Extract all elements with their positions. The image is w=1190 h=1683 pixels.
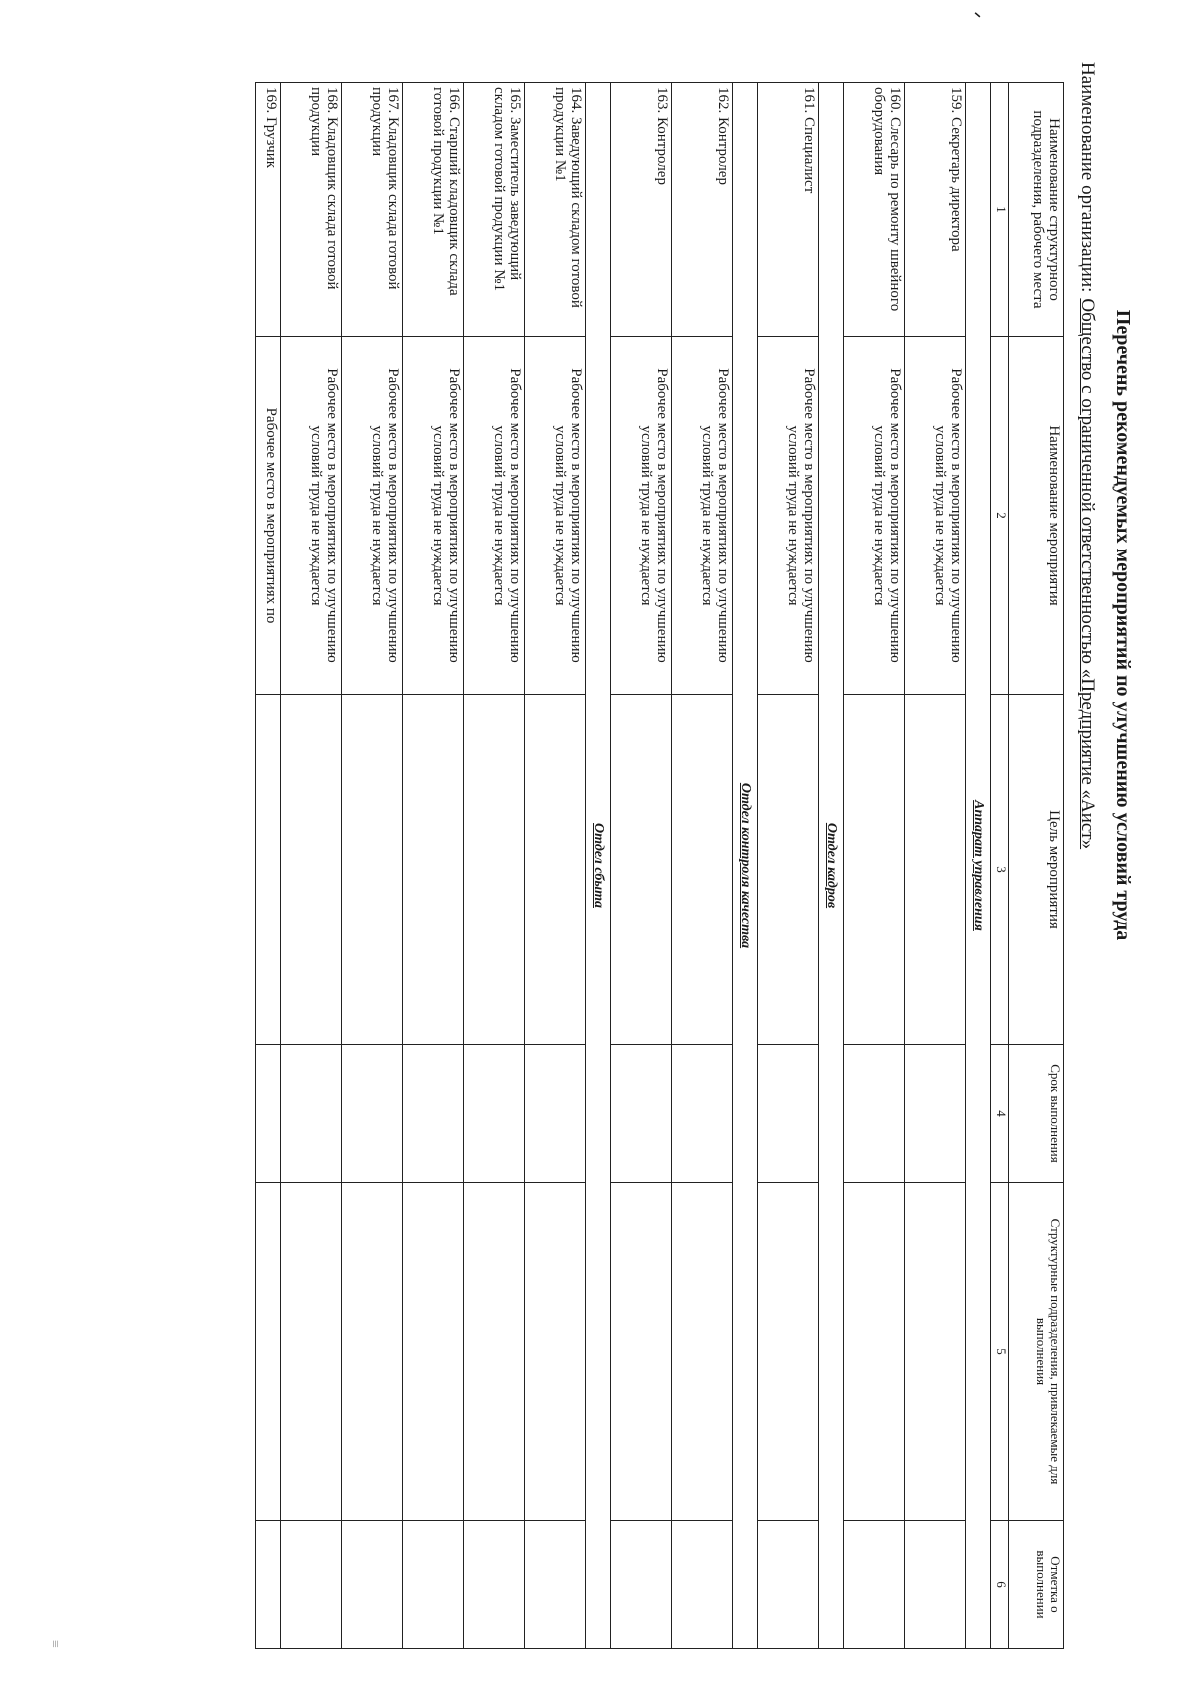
- goal-cell: [905, 695, 966, 1045]
- measures-table: [255, 82, 1064, 1649]
- organization-label: Наименование организации:: [1077, 62, 1098, 293]
- goal-cell: [525, 695, 586, 1045]
- workplace-cell: 167. Кладовщик склада готовой продукции: [342, 83, 403, 337]
- goal-cell: [611, 695, 672, 1045]
- goal-cell: [844, 695, 905, 1045]
- measure-cell: Рабочее место в мероприятиях по улучшению условий труда не нуждается: [464, 337, 525, 695]
- deadline-cell: [281, 1045, 342, 1183]
- column-number: 3: [991, 695, 1009, 1045]
- measure-cell: Рабочее место в мероприятиях по улучшению условий труда не нуждается: [342, 337, 403, 695]
- page-mark: ≡: [47, 1640, 62, 1648]
- header-workplace: Наименование структурного подразделения, рабочего места: [1009, 83, 1064, 337]
- done-mark-cell: [758, 1521, 819, 1649]
- table-row: [672, 83, 733, 1649]
- done-mark-cell: [525, 1521, 586, 1649]
- document-title: Перечень рекомендуемых мероприятий по улучшению условий труда: [1112, 309, 1134, 941]
- measure-cell: Рабочее место в мероприятиях по улучшению условий труда не нуждается: [281, 337, 342, 695]
- measure-cell: Рабочее место в мероприятиях по улучшению условий труда не нуждается: [611, 337, 672, 695]
- table-row: [281, 83, 342, 1649]
- departments-cell: [844, 1183, 905, 1521]
- workplace-cell: 169. Грузчик: [256, 83, 281, 337]
- workplace-cell: 161. Специалист: [758, 83, 819, 337]
- section-title: Аппарат управления: [966, 83, 991, 1649]
- done-mark-cell: [342, 1521, 403, 1649]
- departments-cell: [672, 1183, 733, 1521]
- done-mark-cell: [464, 1521, 525, 1649]
- done-mark-cell: [611, 1521, 672, 1649]
- table-row: [256, 83, 281, 1649]
- section-title: Отдел контроля качества: [733, 83, 758, 1649]
- measure-cell: Рабочее место в мероприятиях по улучшению условий труда не нуждается: [758, 337, 819, 695]
- header-departments: Структурные подразделения, привлекаемые для выполнения: [1009, 1183, 1064, 1521]
- table-row: [844, 83, 905, 1649]
- deadline-cell: [611, 1045, 672, 1183]
- deadline-cell: [758, 1045, 819, 1183]
- table-row: [342, 83, 403, 1649]
- table-row: [758, 83, 819, 1649]
- departments-cell: [403, 1183, 464, 1521]
- done-mark-cell: [905, 1521, 966, 1649]
- organization-name: Общество с ограниченной ответственностью «Предприятие «Аист»: [1077, 298, 1098, 850]
- departments-cell: [758, 1183, 819, 1521]
- deadline-cell: [905, 1045, 966, 1183]
- table-body: [256, 83, 991, 1649]
- measure-cell: Рабочее место в мероприятиях по улучшению условий труда не нуждается: [905, 337, 966, 695]
- table-row: [403, 83, 464, 1649]
- deadline-cell: [403, 1045, 464, 1183]
- done-mark-cell: [844, 1521, 905, 1649]
- departments-cell: [464, 1183, 525, 1521]
- goal-cell: [464, 695, 525, 1045]
- departments-cell: [611, 1183, 672, 1521]
- corner-tick: ᐟ: [966, 12, 981, 18]
- column-number: 6: [991, 1521, 1009, 1649]
- done-mark-cell: [672, 1521, 733, 1649]
- workplace-cell: 160. Слесарь по ремонту швейного оборудования: [844, 83, 905, 337]
- table-row: [905, 83, 966, 1649]
- measure-cell: Рабочее место в мероприятиях по улучшению условий труда не нуждается: [403, 337, 464, 695]
- measure-cell: Рабочее место в мероприятиях по улучшению условий труда не нуждается: [672, 337, 733, 695]
- done-mark-cell: [256, 1521, 281, 1649]
- table-row: [525, 83, 586, 1649]
- section-title: Отдел сбыта: [586, 83, 611, 1649]
- goal-cell: [281, 695, 342, 1045]
- measure-cell: Рабочее место в мероприятиях по улучшению условий труда не нуждается: [844, 337, 905, 695]
- section-row: [819, 83, 844, 1649]
- column-number: 4: [991, 1045, 1009, 1183]
- deadline-cell: [844, 1045, 905, 1183]
- header-done-mark: Отметка о выполнении: [1009, 1521, 1064, 1649]
- deadline-cell: [672, 1045, 733, 1183]
- section-row: [586, 83, 611, 1649]
- workplace-cell: 159. Секретарь директора: [905, 83, 966, 337]
- workplace-cell: 168. Кладовщик склада готовой продукции: [281, 83, 342, 337]
- goal-cell: [342, 695, 403, 1045]
- column-number: 2: [991, 337, 1009, 695]
- departments-cell: [342, 1183, 403, 1521]
- deadline-cell: [342, 1045, 403, 1183]
- departments-cell: [525, 1183, 586, 1521]
- column-number: 1: [991, 83, 1009, 337]
- workplace-cell: 165. Заместитель заведующий складом готовой продукции №1: [464, 83, 525, 337]
- goal-cell: [256, 695, 281, 1045]
- departments-cell: [281, 1183, 342, 1521]
- measure-cell: Рабочее место в мероприятиях по улучшению условий труда не нуждается: [525, 337, 586, 695]
- organization-line: [1076, 62, 1098, 849]
- workplace-cell: 164. Заведующий складом готовой продукции №1: [525, 83, 586, 337]
- goal-cell: [672, 695, 733, 1045]
- section-row: [733, 83, 758, 1649]
- departments-cell: [905, 1183, 966, 1521]
- section-row: [966, 83, 991, 1649]
- header-deadline: Срок выполнения: [1009, 1045, 1064, 1183]
- table-row: [464, 83, 525, 1649]
- done-mark-cell: [281, 1521, 342, 1649]
- departments-cell: [256, 1183, 281, 1521]
- done-mark-cell: [403, 1521, 464, 1649]
- header-measure: Наименование мероприятия: [1009, 337, 1064, 695]
- deadline-cell: [525, 1045, 586, 1183]
- deadline-cell: [464, 1045, 525, 1183]
- header-goal: Цель мероприятия: [1009, 695, 1064, 1045]
- section-title: Отдел кадров: [819, 83, 844, 1649]
- goal-cell: [403, 695, 464, 1045]
- header-row: [1009, 83, 1064, 1649]
- workplace-cell: 162. Контролер: [672, 83, 733, 337]
- table-row: [611, 83, 672, 1649]
- workplace-cell: 163. Контролер: [611, 83, 672, 337]
- column-number: 5: [991, 1183, 1009, 1521]
- measure-cell: Рабочее место в мероприятиях по: [256, 337, 281, 695]
- goal-cell: [758, 695, 819, 1045]
- column-number-row: [991, 83, 1009, 1649]
- workplace-cell: 166. Старший кладовщик склада готовой продукции №1: [403, 83, 464, 337]
- deadline-cell: [256, 1045, 281, 1183]
